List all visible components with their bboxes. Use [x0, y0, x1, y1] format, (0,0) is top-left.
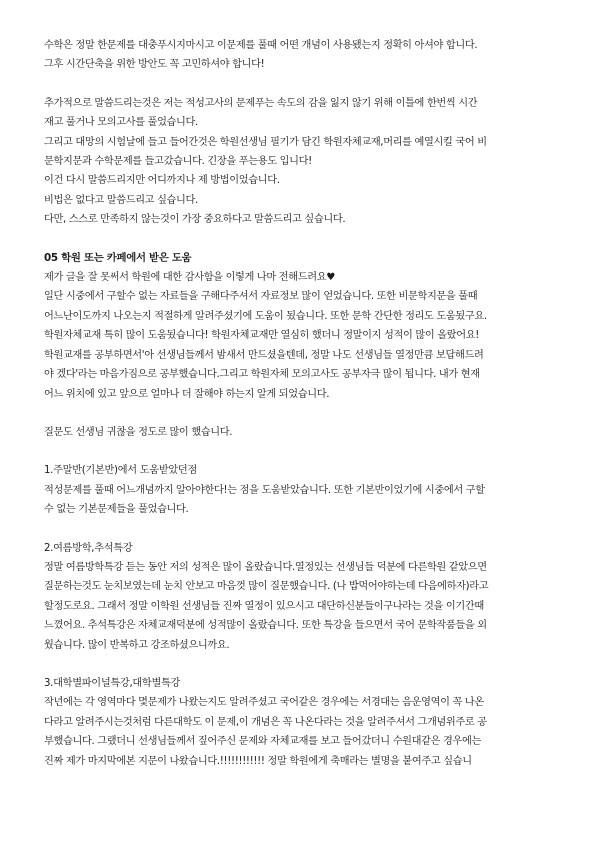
text-line: 야 겠다'라는 마음가짐으로 공부했습니다.그리고 학원자체 모의고사도 공부자극 많이 됩니다. 내가 현재 — [44, 369, 480, 381]
text-line: 질문도 선생님 귀찮을 정도로 많이 했습니다. — [44, 426, 233, 438]
text-line: 작년에는 각 영역마다 몇문제가 나왔는지도 알려주셨고 국어같은 경우에는 서경대는 음운영역이 꼭 나온 — [44, 697, 484, 709]
text-line: 제가 글을 잘 못써서 학원에 대한 감사함을 이렇게 나마 전해드려요♥ — [44, 272, 336, 284]
item-title: 1.주말반(기본반)에서 도움받았던점 — [44, 465, 197, 477]
item-title: 3.대학별파이널특강,대학별특강 — [44, 677, 181, 689]
spacer — [44, 655, 560, 674]
text-line: 학원교재를 공부하면서'아 선생님들께서 밤새서 만드셨을텐데, 정말 나도 선생님들 열정만큼 보답해드려 — [44, 349, 484, 361]
item-paragraph — [44, 693, 560, 771]
text-line: 진짜 제가 마지막에본 지문이 나왔습니다.!!!!!!!!!!!! 정말 학원에게 축매라는 별명을 붙여주고 싶습니 — [44, 755, 472, 767]
spacer — [44, 404, 560, 423]
section-paragraph — [44, 268, 560, 404]
text-line: 그리고 대망의 시험날에 들고 들어간것은 학원선생님 필기가 담긴 학원자체교재,머리를 예열시킬 국어 비 — [44, 136, 487, 148]
item-title: 2.여름방학,추석특강 — [44, 542, 133, 554]
text-line: 학원자체교재 특히 많이 도움됬습니다! 학원자체교재만 열심히 했더니 정말이지 성적이 많이 올랐어요! — [44, 330, 479, 342]
text-line: 웠습니다. 많이 반복하고 강조하셨으니까요. — [44, 639, 230, 651]
intro-paragraph — [44, 36, 560, 75]
text-line: 수 없는 기본문제들을 풀었습니다. — [44, 504, 189, 516]
item-paragraph — [44, 558, 560, 655]
section-heading: 05 학원 또는 카페에서 받은 도움 — [44, 251, 192, 264]
spacer — [44, 520, 560, 539]
text-line: 수학은 정말 한문제를 대충푸시지마시고 이문제를 풀때 어떤 개념이 사용됐는지 정확히 아셔야 합니다. — [44, 40, 478, 51]
text-line: 비법은 없다고 말씀드리고 싶습니다. — [44, 194, 198, 206]
text-line: 질문하는것도 눈치보였는데 눈치 안보고 마음껏 많이 질문했습니다. (나 밥먹어야하는데 다음에하자)라고 — [44, 581, 489, 593]
document-page — [44, 36, 560, 771]
text-line: 할정도로요. 그래서 정말 이학원 선생님들 진짜 열정이 있으시고 대단하신분들이구나라는 것을 이기간때 — [44, 600, 484, 612]
text-line: 추가적으로 말씀드리는것은 저는 적성고사의 문제푸는 속도의 감을 잃지 않기 위해 이틀에 한번씩 시간 — [44, 97, 478, 109]
question-paragraph — [44, 423, 560, 442]
text-line: 다만, 스스로 만족하지 않는것이 가장 중요하다고 말씀드리고 싶습니다. — [44, 214, 346, 226]
text-line: 문학지문과 수학문제를 들고갔습니다. 긴장을 푸는용도 입니다! — [44, 156, 312, 168]
text-line: 어느난이도까지 나오는지 적절하게 알려주셨기에 도움이 됬습니다. 또한 문학 간단한 정리도 도움됬구요. — [44, 310, 487, 322]
text-line: 이건 다시 말씀드리지만 어디까지나 제 방법이었습니다. — [44, 175, 280, 187]
text-line: 느꼈어요. 추석특강은 자체교재덕분에 성적많이 올랐습니다. 또한 특강을 들으면서 국어 문학작품들을 외 — [44, 620, 487, 632]
text-line: 그후 시간단축을 위한 방안도 꼭 고민하셔야 합니다! — [44, 59, 265, 71]
text-line: 어느 위치에 있고 앞으로 얼마나 더 잘해야 하는지 알게 되었습니다. — [44, 388, 330, 400]
text-line: 적성문제를 풀때 어느개념까지 알아야한다!는 점을 도움받았습니다. 또한 기본반이었기에 시중에서 구할 — [44, 484, 485, 496]
text-line: 다라고 알려주시는것처럼 다른대학도 이 문제,이 개념은 꼭 나온다라는 것을 알려주셔서 그개념위주로 공 — [44, 716, 487, 728]
item-paragraph — [44, 481, 560, 520]
text-line: 정말 여름방학특강 듣는 동안 저의 성적은 많이 올랐습니다.열정있는 선생님들 덕분에 다른학원 같았으면 — [44, 561, 487, 573]
spacer — [44, 230, 560, 249]
spacer — [44, 75, 560, 94]
text-line: 부했습니다. 그랬더니 선생님들께서 짚어주신 문제와 자체교재를 보고 들어갔더니 수원대같은 경우에는 — [44, 736, 481, 748]
spacer — [44, 442, 560, 461]
text-line: 일단 시중에서 구할수 없는 자료들을 구해다주셔서 자료정보 많이 얻었습니다. 또한 비문학지문을 풀때 — [44, 291, 478, 303]
text-line: 재고 풀거나 모의고사를 풀었습니다. — [44, 117, 198, 129]
extra-paragraph — [44, 94, 560, 230]
